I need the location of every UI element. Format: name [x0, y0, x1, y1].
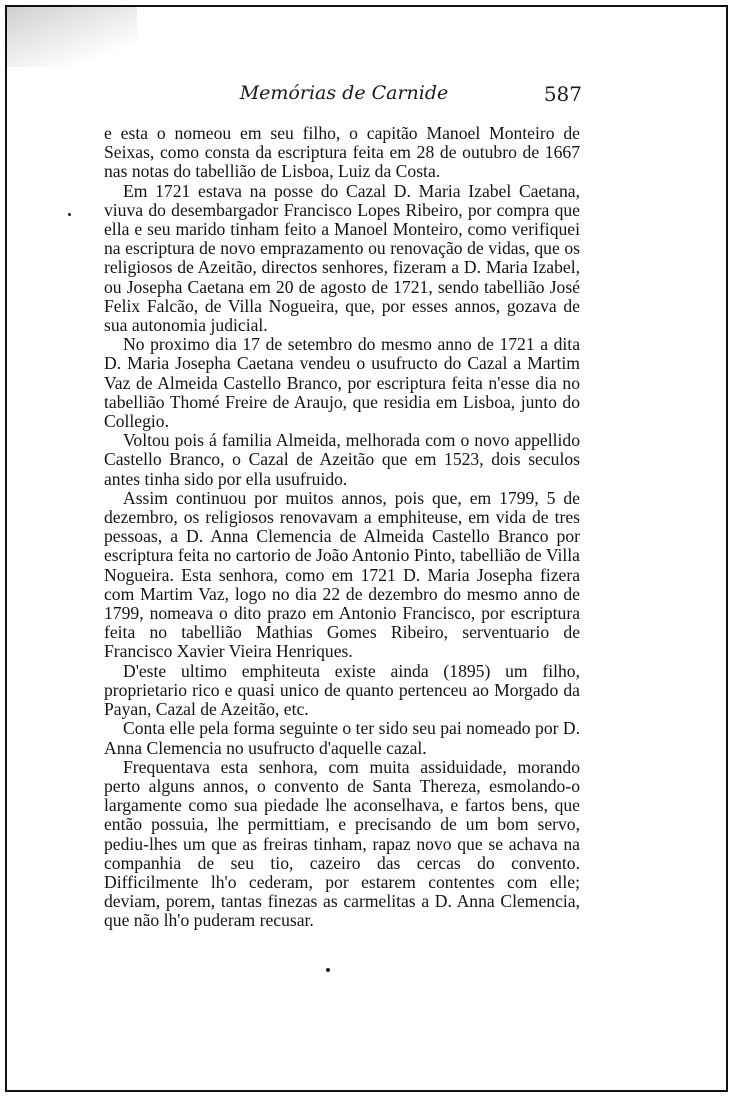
paragraph: Em 1721 estava na posse do Cazal D. Maria Izabel Caetana, viuva do desembargador Francisco Lopes Ribeiro, por compra que ella e seu marido tinham feito a Manoel Monteiro, como verifiquei na escriptura de novo emprazamento ou renovação de vidas, que os religiosos de Azeitão, directos senhores, fizeram a D. Maria Izabel, ou Josepha Caetana em 20 de agosto de 1721, sendo tabellião José Felix Falcão, de Villa Nogueira, que, por esses annos, gozava de sua autonomia judicial. — [104, 180, 580, 336]
body-text — [104, 124, 580, 931]
paragraph: e esta o nomeou em seu filho, o capitão Manoel Monteiro de Seixas, como consta da escriptura feita em 28 de outubro de 1667 nas notas do tabellião de Lisboa, Luiz da Costa. — [104, 123, 580, 182]
paragraph: Voltou pois á familia Almeida, melhorada com o novo appellido Castello Branco, o Cazal de Azeitão que em 1523, dois seculos antes tinha sido por ella usufruido. — [104, 430, 580, 489]
page-number: 587 — [543, 82, 582, 106]
ink-speck — [68, 213, 71, 216]
scan-shadow — [7, 7, 137, 67]
page-header — [106, 82, 582, 112]
paragraph: D'este ultimo emphiteuta existe ainda (1895) um filho, proprietario rico e quasi unico de quanto pertenceu ao Morgado da Payan, Cazal de Azeitão, etc. — [104, 660, 580, 720]
paragraph: Frequentava esta senhora, com muita assiduidade, morando perto alguns annos, o convento de Santa Thereza, esmolando-o largamente como sua piedade lhe aconselhava, e fartos bens, que então possuia, lhe permittiam, e precisando de um bom servo, pediu-lhes um que as freiras tinham, rapaz novo que se achava na companhia de seu tio, cazeiro das cercas do convento. Difficilmente lh'o cederam, por estarem contentes com elle; deviam, porem, tantas finezas as carmelitas a D. Anna Clemencia, que não lh'o puderam recusar. — [104, 756, 580, 931]
paragraph: No proximo dia 17 de setembro do mesmo anno de 1721 a dita D. Maria Josepha Caetana vendeu o usufructo do Cazal a Martim Vaz de Almeida Castello Branco, por escriptura feita n'esse dia no tabellião Thomé Freire de Araujo, que residia em Lisboa, junto do Collegio. — [104, 334, 580, 432]
ink-speck — [326, 968, 330, 972]
paragraph: Conta elle pela forma seguinte o ter sido seu pai nomeado por D. Anna Clemencia no usufructo d'aquelle cazal. — [104, 718, 580, 758]
running-title: Memórias de Carnide — [239, 82, 449, 104]
paragraph: Assim continuou por muitos annos, pois que, em 1799, 5 de dezembro, os religiosos renovavam a emphiteuse, em vida de tres pessoas, a D. Anna Clemencia de Almeida Castello Branco por escriptura feita no cartorio de João Antonio Pinto, tabellião de Villa Nogueira. Esta senhora, como em 1721 D. Maria Josepha fizera com Martim Vaz, logo no dia 22 de dezembro do mesmo anno de 1799, nomeava o dito prazo em Antonio Francisco, por escriptura feita no tabellião Mathias Gomes Ribeiro, serventuario de Francisco Xavier Vieira Henriques. — [104, 487, 580, 662]
